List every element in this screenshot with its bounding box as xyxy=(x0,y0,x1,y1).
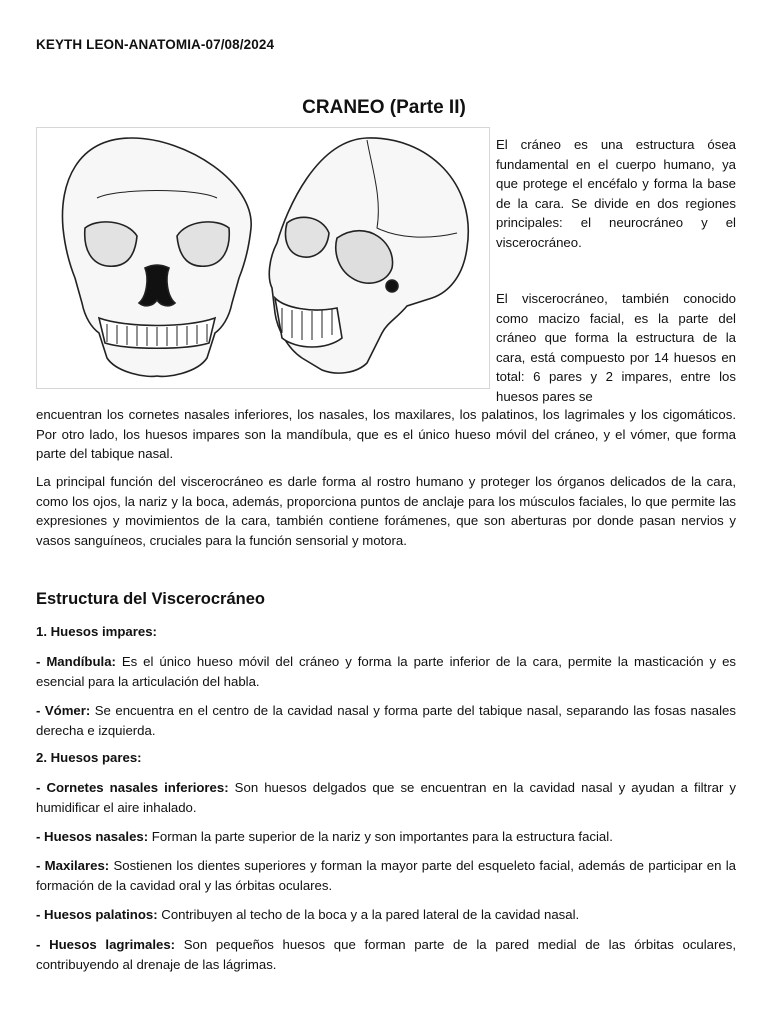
impares-heading: 1. Huesos impares: xyxy=(36,624,157,639)
skull-drawing xyxy=(37,128,489,388)
frontal-skull-view xyxy=(62,138,251,376)
section-heading: Estructura del Viscerocráneo xyxy=(36,590,265,608)
bone-description: Contribuyen al techo de la boca y a la pared lateral de la cavidad nasal. xyxy=(157,907,580,922)
author-header: KEYTH LEON-ANATOMIA-07/08/2024 xyxy=(36,37,275,52)
bone-item-palatinos xyxy=(36,905,736,925)
bone-item-nasales xyxy=(36,827,736,847)
bone-description: Son huesos delgados que se encuentran en la cavidad nasal y ayudan a filtrar y humidificar el aire inhalado. xyxy=(36,780,736,815)
lateral-skull-view xyxy=(269,138,468,373)
bone-term: - Cornetes nasales inferiores: xyxy=(36,780,229,795)
bone-term: - Maxilares: xyxy=(36,858,110,873)
bone-item-maxilares xyxy=(36,856,736,895)
bone-term: - Huesos lagrimales: xyxy=(36,937,176,952)
bone-item-vomer xyxy=(36,701,736,740)
function-paragraph: La principal función del viscerocráneo es darle forma al rostro humano y proteger los órganos delicados de la cara, como los ojos, la nariz y la boca, además, proporciona puntos de anclaje para los músculos faciales, lo que permite las expresiones y movimientos de la cara, también contiene forámenes, que son aberturas por donde pasan nervios y vasos sanguíneos, cruciales para la función sensorial y motora. xyxy=(36,474,736,548)
bone-description: Son pequeños huesos que forman parte de la pared medial de las órbitas oculares, contribuyendo al drenaje de las lágrimas. xyxy=(36,937,736,972)
page-title: CRANEO (Parte II) xyxy=(302,97,466,118)
bone-term: - Huesos nasales: xyxy=(36,829,149,844)
pares-heading: 2. Huesos pares: xyxy=(36,750,142,765)
bone-description: Se encuentra en el centro de la cavidad nasal y forma parte del tabique nasal, separando las fosas nasales derecha e izquierda. xyxy=(36,703,736,738)
bone-term: - Mandíbula: xyxy=(36,654,116,669)
intro-paragraph-1: El cráneo es una estructura ósea fundamental en el cuerpo humano, ya que protege el encéfalo y forma la base de la cara. Se divide en dos regiones principales: el neurocráneo y el viscerocráneo. xyxy=(496,137,736,250)
bone-item-mandibula xyxy=(36,652,736,691)
bone-item-cornetes xyxy=(36,778,736,817)
intro-paragraph-2-continued: encuentran los cornetes nasales inferiores, los nasales, los maxilares, los palatinos, los lagrimales y los cigomáticos. Por otro lado, los huesos impares son la mandíbula, que es el único hueso móvil del cráneo, y el vómer, que forma parte del tabique nasal. xyxy=(36,407,736,461)
bone-item-lagrimales xyxy=(36,935,736,974)
bone-term: - Huesos palatinos: xyxy=(36,907,158,922)
bone-term: - Vómer: xyxy=(36,703,91,718)
bone-description: Es el único hueso móvil del cráneo y forma la parte inferior de la cara, permite la masticación y es esencial para la articulación del habla. xyxy=(36,654,736,689)
bone-description: Sostienen los dientes superiores y forman la mayor parte del esqueleto facial, además de participar en la formación de la cavidad oral y las órbitas oculares. xyxy=(36,858,736,893)
skull-illustration xyxy=(36,127,490,389)
intro-paragraph-2: El viscerocráneo, también conocido como macizo facial, es la parte del cráneo que forma la estructura de la cara, está compuesto por 14 huesos en total: 6 pares y 2 impares, entre los huesos pares se xyxy=(496,291,736,404)
bone-description: Forman la parte superior de la nariz y son importantes para la estructura facial. xyxy=(148,829,613,844)
